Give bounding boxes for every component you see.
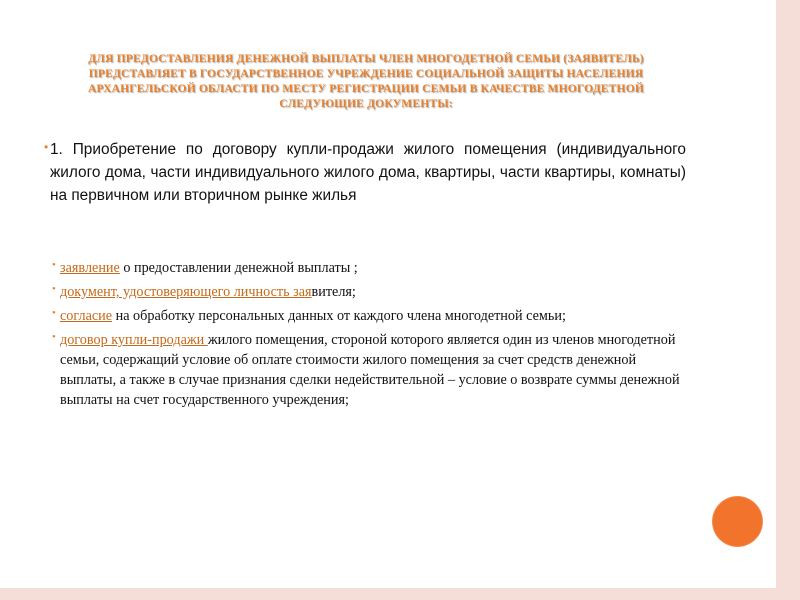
bottom-border-strip <box>0 588 800 600</box>
item-text: вителя; <box>311 284 356 300</box>
item-link[interactable]: заявление <box>60 260 120 276</box>
list-item <box>52 330 682 410</box>
item-text: о предоставлении денежной выплаты ; <box>119 260 358 276</box>
item-link[interactable]: договор купли-продажи <box>60 332 208 348</box>
left-margin <box>0 0 14 600</box>
item-link[interactable]: документ, удостоверяющего личность зая <box>60 284 312 300</box>
bullet-icon: • <box>52 307 56 319</box>
list-item <box>52 258 682 278</box>
item-text: жилого помещения, стороной которого является один из членов многодетной семьи, содержащий условие об оплате стоимости жилого помещения за счет средств денежной выплаты, а также в случае признания сделки недействительной – условие о возврате суммы денежной выплаты на счет государственного учреждения; <box>60 332 680 408</box>
list-item <box>52 306 682 326</box>
right-border-strip <box>776 0 800 600</box>
main-item-text: 1. Приобретение по договору купли-продажи жилого помещения (индивидуального жилого дома, части индивидуального жилого дома, квартиры, части квартиры, комнаты) на первичном или вторичном рынке жилья <box>50 141 686 204</box>
document-list <box>52 258 682 414</box>
list-item <box>52 282 682 302</box>
decorative-circle-icon <box>713 497 762 546</box>
bullet-icon: • <box>44 140 49 154</box>
bullet-icon: • <box>52 283 56 295</box>
slide-title: ДЛЯ ПРЕДОСТАВЛЕНИЯ ДЕНЕЖНОЙ ВЫПЛАТЫ ЧЛЕН МНОГОДЕТНОЙ СЕМЬИ (ЗАЯВИТЕЛЬ) ПРЕДСТАВЛЯЕТ В ГОСУДАРСТВЕННОЕ УЧРЕЖДЕНИЕ СОЦИАЛЬНОЙ ЗАЩИТЫ НАСЕЛЕНИЯ АРХАНГЕЛЬСКОЙ ОБЛАСТИ ПО МЕСТУ РЕГИСТРАЦИИ СЕМЬИ В КАЧЕСТВЕ МНОГОДЕТНОЙ СЛЕДУЮЩИЕ ДОКУМЕНТЫ: <box>88 53 644 110</box>
item-link[interactable]: согласие <box>60 308 113 324</box>
bullet-icon: • <box>52 331 56 343</box>
item-text: на обработку персональных данных от каждого члена многодетной семьи; <box>112 308 566 324</box>
bullet-icon: • <box>52 259 56 271</box>
main-item <box>44 138 686 207</box>
